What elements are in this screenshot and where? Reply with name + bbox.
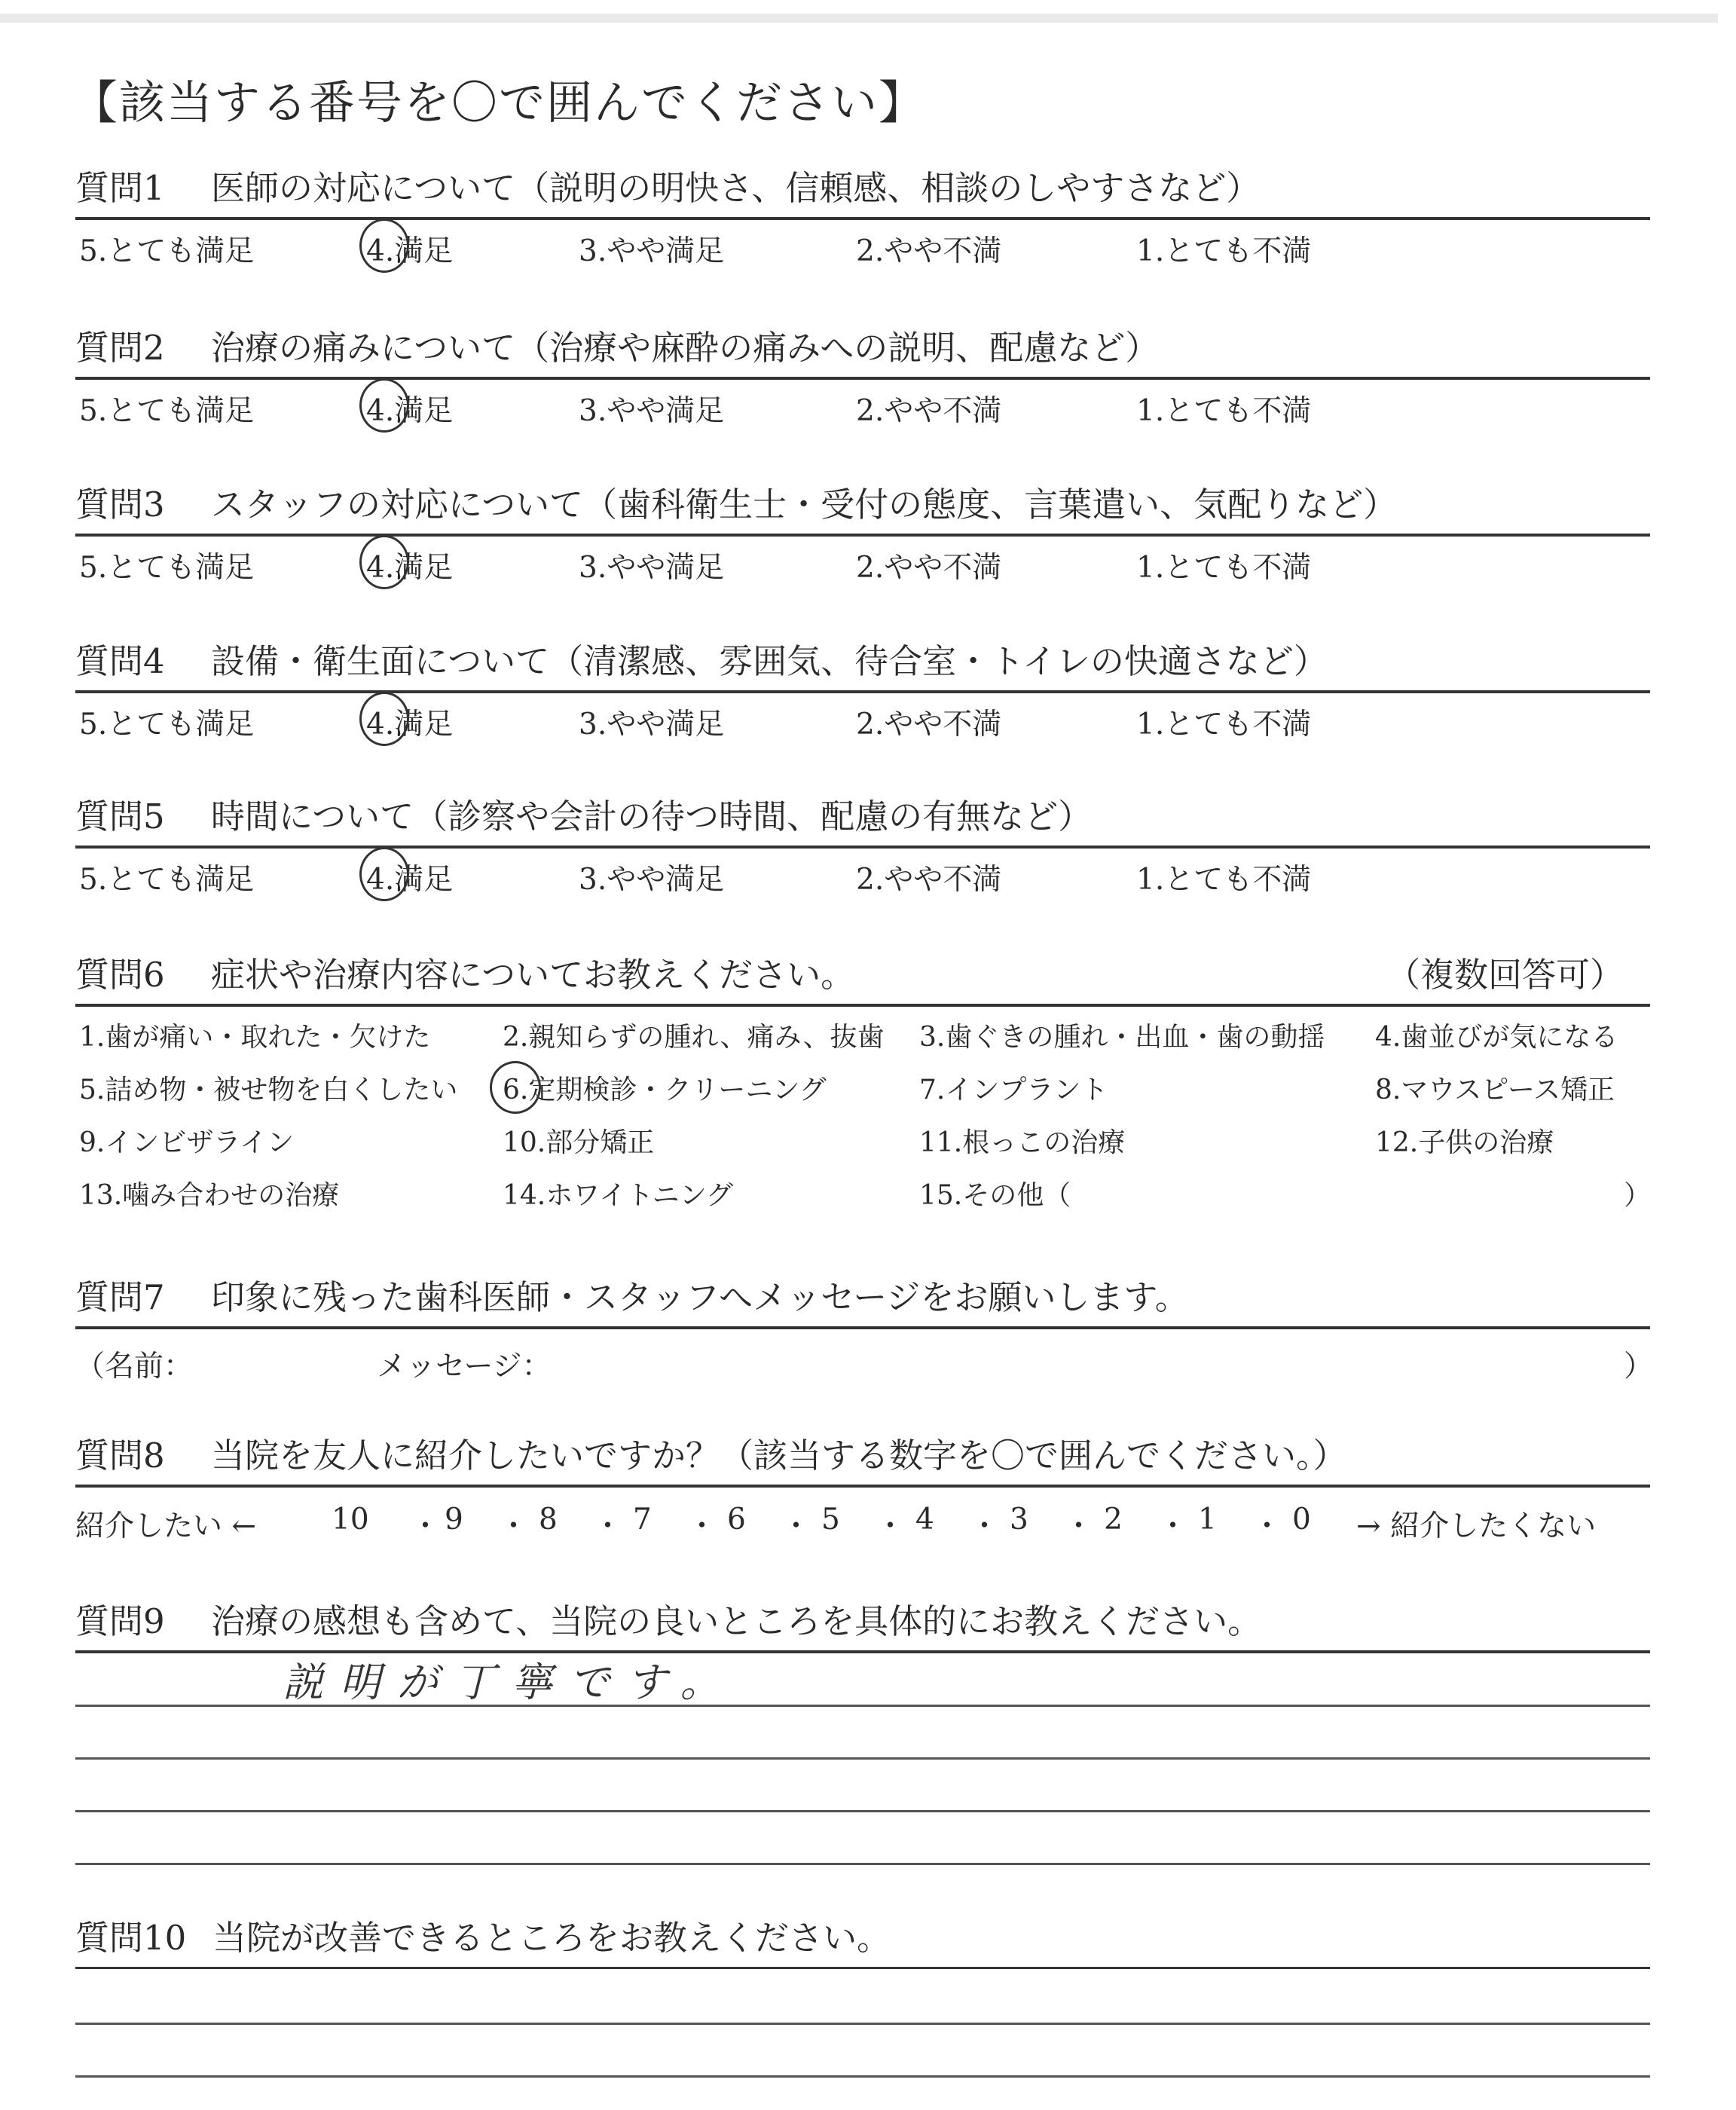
question-number: 質問8 bbox=[75, 1436, 165, 1475]
question-header bbox=[75, 638, 1650, 693]
symptom-option-7[interactable]: 7.インプラント bbox=[919, 1075, 1108, 1105]
rating-row bbox=[75, 693, 1650, 745]
scale-dot: ・ bbox=[1064, 1509, 1094, 1543]
rating-option-3[interactable]: 3.やや満足 bbox=[579, 863, 725, 897]
symptom-row bbox=[75, 1165, 1650, 1218]
symptom-option-1[interactable]: 1.歯が痛い・取れた・欠けた bbox=[79, 1022, 431, 1053]
message-row bbox=[75, 1329, 1654, 1386]
rating-option-1[interactable]: 1.とても不満 bbox=[1136, 551, 1312, 585]
scale-dot: ・ bbox=[1158, 1509, 1188, 1543]
question-header bbox=[75, 1914, 1650, 1969]
scale-value-8[interactable]: 8 bbox=[539, 1503, 558, 1537]
question-number: 質問2 bbox=[75, 328, 165, 368]
answer-circle-mark bbox=[359, 535, 409, 589]
question-header bbox=[75, 164, 1650, 220]
symptom-option-13[interactable]: 13.噛み合わせの治療 bbox=[79, 1180, 340, 1211]
answer-circle-mark bbox=[359, 219, 409, 273]
question-2 bbox=[75, 324, 1650, 431]
question-3 bbox=[75, 481, 1650, 588]
question-text: 症状や治療内容についてお教えください。 bbox=[211, 955, 855, 995]
question-header bbox=[75, 793, 1650, 849]
question-number: 質問6 bbox=[75, 955, 165, 995]
question-text: 当院が改善できるところをお教えください。 bbox=[212, 1918, 891, 1958]
scale-value-5[interactable]: 5 bbox=[821, 1503, 840, 1537]
name-label: （名前： bbox=[75, 1350, 194, 1384]
rating-option-4[interactable]: 4.満足 bbox=[366, 708, 454, 742]
scale-dot: ・ bbox=[687, 1509, 717, 1543]
rating-option-1[interactable]: 1.とても不満 bbox=[1136, 863, 1312, 897]
scale-dot: ・ bbox=[411, 1509, 441, 1543]
handwritten-answer: 説明が丁寧です。 bbox=[283, 1659, 738, 1706]
scale-value-0[interactable]: 0 bbox=[1292, 1503, 1311, 1537]
scale-value-1[interactable]: 1 bbox=[1198, 1503, 1217, 1537]
answer-line bbox=[75, 1705, 1650, 1707]
question-number: 質問10 bbox=[75, 1918, 187, 1958]
answer-line bbox=[75, 2023, 1650, 2025]
scale-right-label: → 紹介したくない bbox=[1356, 1509, 1597, 1543]
question-text: 設備・衛生面について（清潔感、雰囲気、待合室・トイレの快適さなど） bbox=[211, 641, 1328, 681]
scale-value-7[interactable]: 7 bbox=[633, 1503, 652, 1537]
rating-option-2[interactable]: 2.やや不満 bbox=[856, 863, 1002, 897]
symptom-option-5[interactable]: 5.詰め物・被せ物を白くしたい bbox=[79, 1075, 458, 1105]
question-4 bbox=[75, 638, 1650, 745]
scale-dot: ・ bbox=[593, 1509, 623, 1543]
question-number: 質問3 bbox=[75, 485, 165, 524]
rating-option-3[interactable]: 3.やや満足 bbox=[579, 551, 725, 585]
question-6 bbox=[75, 951, 1650, 1218]
answer-line bbox=[75, 1810, 1650, 1812]
answer-circle-mark bbox=[359, 847, 409, 901]
scale-value-6[interactable]: 6 bbox=[727, 1503, 746, 1537]
scan-top-band bbox=[0, 14, 1718, 23]
scale-value-2[interactable]: 2 bbox=[1104, 1503, 1123, 1537]
scale-dot: ・ bbox=[876, 1509, 906, 1543]
rating-row bbox=[75, 220, 1650, 271]
rating-row bbox=[75, 849, 1650, 900]
question-9 bbox=[75, 1598, 1650, 1653]
rating-option-4[interactable]: 4.満足 bbox=[366, 863, 454, 897]
question-text: 治療の痛みについて（治療や麻酔の痛みへの説明、配慮など） bbox=[211, 328, 1160, 368]
rating-option-4[interactable]: 4.満足 bbox=[366, 394, 454, 428]
message-label: メッセージ： bbox=[377, 1350, 552, 1384]
question-text: 印象に残った歯科医師・スタッフへメッセージをお願いします。 bbox=[211, 1277, 1189, 1317]
question-5 bbox=[75, 793, 1650, 900]
rating-option-5[interactable]: 5.とても満足 bbox=[79, 551, 255, 585]
question-text: 医師の対応について（説明の明快さ、信頼感、相談のしやすさなど） bbox=[211, 168, 1261, 208]
scale-left-label: 紹介したい ← bbox=[75, 1509, 257, 1543]
answer-line bbox=[75, 1757, 1650, 1760]
rating-option-1[interactable]: 1.とても不満 bbox=[1136, 394, 1312, 428]
question-number: 質問5 bbox=[75, 797, 165, 836]
scale-value-9[interactable]: 9 bbox=[445, 1503, 463, 1537]
symptom-option-11[interactable]: 11.根っこの治療 bbox=[919, 1127, 1126, 1158]
rating-option-3[interactable]: 3.やや満足 bbox=[579, 708, 725, 742]
symptom-option-2[interactable]: 2.親知らずの腫れ、痛み、抜歯 bbox=[503, 1022, 885, 1053]
scale-value-3[interactable]: 3 bbox=[1010, 1503, 1028, 1537]
page-title: 【該当する番号を〇で囲んでください】 bbox=[72, 76, 927, 130]
answer-line bbox=[75, 2075, 1650, 2078]
question-header bbox=[75, 1432, 1650, 1488]
question-number: 質問4 bbox=[75, 641, 165, 681]
answer-circle-mark bbox=[359, 692, 409, 746]
message-close-paren: ） bbox=[1624, 1350, 1654, 1384]
answer-line bbox=[75, 1863, 1650, 1865]
answer-circle-mark bbox=[490, 1061, 541, 1114]
symptom-option-4[interactable]: 4.歯並びが気になる bbox=[1375, 1022, 1618, 1053]
rating-option-5[interactable]: 5.とても満足 bbox=[79, 394, 255, 428]
question-text: 治療の感想も含めて、当院の良いところを具体的にお教えください。 bbox=[211, 1601, 1262, 1641]
answer-circle-mark bbox=[359, 378, 409, 433]
rating-row bbox=[75, 380, 1650, 431]
symptom-option-12[interactable]: 12.子供の治療 bbox=[1375, 1127, 1554, 1158]
rating-option-2[interactable]: 2.やや不満 bbox=[856, 551, 1002, 585]
rating-option-2[interactable]: 2.やや不満 bbox=[856, 708, 1002, 742]
question-number: 質問7 bbox=[75, 1277, 165, 1317]
rating-option-5[interactable]: 5.とても満足 bbox=[79, 708, 255, 742]
rating-row bbox=[75, 537, 1650, 588]
question-8 bbox=[75, 1432, 1650, 1548]
rating-option-1[interactable]: 1.とても不満 bbox=[1136, 234, 1312, 268]
rating-option-4[interactable]: 4.満足 bbox=[366, 551, 454, 585]
question-header bbox=[75, 324, 1650, 380]
symptom-option-6[interactable]: 6.定期検診・クリーニング bbox=[503, 1075, 827, 1105]
symptom-option-14[interactable]: 14.ホワイトニング bbox=[503, 1180, 734, 1211]
scale-value-4[interactable]: 4 bbox=[915, 1503, 934, 1537]
recommend-scale bbox=[75, 1488, 1650, 1548]
rating-option-5[interactable]: 5.とても満足 bbox=[79, 234, 255, 268]
symptom-option-9[interactable]: 9.インビザライン bbox=[79, 1127, 295, 1158]
scale-dot: ・ bbox=[781, 1509, 811, 1543]
rating-option-1[interactable]: 1.とても不満 bbox=[1136, 708, 1312, 742]
symptom-option-3[interactable]: 3.歯ぐきの腫れ・出血・歯の動揺 bbox=[919, 1022, 1325, 1053]
scale-dot: ・ bbox=[499, 1509, 529, 1543]
symptom-row bbox=[75, 1007, 1650, 1060]
symptom-row bbox=[75, 1112, 1650, 1165]
question-header bbox=[75, 1598, 1650, 1653]
question-number: 質問1 bbox=[75, 168, 165, 208]
symptom-option-15[interactable]: 15.その他（ bbox=[919, 1180, 1071, 1211]
question-text: 当院を友人に紹介したいですか？（該当する数字を〇で囲んでください。） bbox=[211, 1436, 1347, 1475]
rating-option-3[interactable]: 3.やや満足 bbox=[579, 394, 725, 428]
question-10 bbox=[75, 1914, 1650, 1969]
question-header bbox=[75, 481, 1650, 537]
rating-option-2[interactable]: 2.やや不満 bbox=[856, 394, 1002, 428]
question-header bbox=[75, 951, 1650, 1007]
multiple-answers-note: （複数回答可） bbox=[1386, 955, 1624, 995]
question-text: 時間について（診察や会計の待つ時間、配慮の有無など） bbox=[211, 797, 1093, 836]
other-close-paren: ） bbox=[1624, 1180, 1652, 1211]
symptom-option-10[interactable]: 10.部分矯正 bbox=[503, 1127, 655, 1158]
rating-option-5[interactable]: 5.とても満足 bbox=[79, 863, 255, 897]
question-header bbox=[75, 1274, 1650, 1329]
question-7 bbox=[75, 1274, 1654, 1386]
scale-value-10[interactable]: 10 bbox=[332, 1503, 369, 1537]
scale-dot: ・ bbox=[970, 1509, 1000, 1543]
symptom-option-8[interactable]: 8.マウスピース矯正 bbox=[1375, 1075, 1615, 1105]
question-1 bbox=[75, 164, 1650, 271]
symptom-row bbox=[75, 1060, 1650, 1112]
rating-option-2[interactable]: 2.やや不満 bbox=[856, 234, 1002, 268]
rating-option-3[interactable]: 3.やや満足 bbox=[579, 234, 725, 268]
rating-option-4[interactable]: 4.満足 bbox=[366, 234, 454, 268]
question-text: スタッフの対応について（歯科衛生士・受付の態度、言葉遣い、気配りなど） bbox=[211, 485, 1398, 524]
question-number: 質問9 bbox=[75, 1601, 165, 1641]
scale-dot: ・ bbox=[1252, 1509, 1282, 1543]
